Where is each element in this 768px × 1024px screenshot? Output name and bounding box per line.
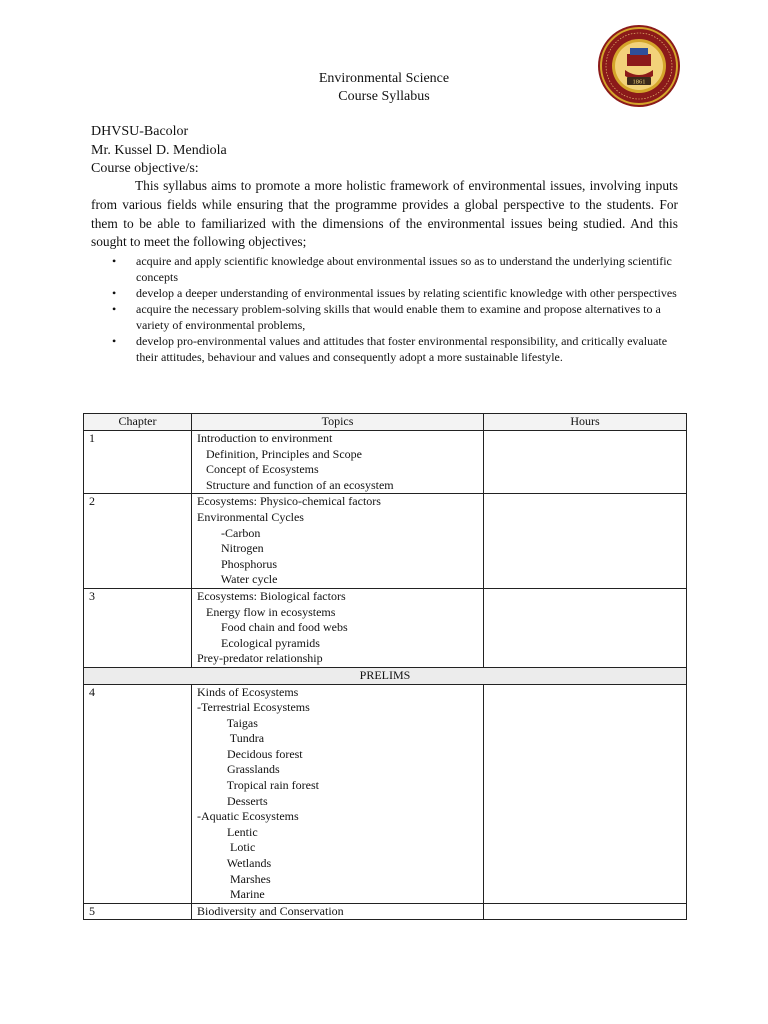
document-title (0, 70, 768, 106)
topic-line: Tundra (197, 731, 265, 746)
topics-cell (192, 588, 484, 667)
objective-item (112, 286, 678, 302)
topic-line: Decidous forest (197, 746, 303, 761)
hours-cell (484, 684, 687, 903)
topic-line: Biodiversity and Conservation (197, 903, 344, 918)
topic-line: -Aquatic Ecosystems (197, 809, 299, 824)
topic-line: Concept of Ecosystems (197, 462, 319, 477)
bullet-icon: • (112, 334, 117, 349)
objective-text: acquire the necessary problem-solving skills that would enable them to examine and propose alternatives to a variety of environmental problems, (136, 302, 661, 333)
topics-cell (192, 684, 484, 903)
title-line-1: Environmental Science (318, 71, 450, 86)
objective-text: develop a deeper understanding of environmental issues by relating scientific knowledge with other perspectives (136, 286, 677, 301)
hours-cell (484, 903, 687, 920)
bullet-icon: • (112, 302, 117, 317)
topic-line: Kinds of Ecosystems (197, 684, 299, 699)
topic-line: Ecosystems: Biological factors (197, 588, 346, 603)
table-header-row (84, 414, 687, 431)
hours-cell (484, 494, 687, 589)
topics-cell (192, 494, 484, 589)
objective-item (112, 334, 678, 366)
objective-text: develop pro-environmental values and attitudes that foster environmental responsibility, and critically evaluate their attitudes, behaviour and values and consequently adopt a more sustainable lifestyle. (136, 334, 668, 365)
table-row (84, 431, 687, 494)
table-row (84, 903, 687, 920)
bullet-icon: • (112, 286, 117, 301)
instructor-name: Mr. Kussel D. Mendiola (91, 142, 227, 158)
topic-line: Environmental Cycles (197, 509, 304, 524)
syllabus-table (83, 413, 687, 920)
topic-line: Tropical rain forest (197, 778, 319, 793)
chapter-cell: 4 (84, 684, 192, 903)
chapter-cell: 1 (84, 431, 192, 494)
intro-paragraph: This syllabus aims to promote a more holistic framework of environmental issues, involving inputs from various fields while ensuring that the programme provides a global perspective to the students. For them to be able to familiarized with the dimensions of the environmental issues being studied. And this sought to meet the following objectives; (91, 178, 678, 250)
topic-line: Introduction to environment (197, 431, 333, 445)
chapter-cell: 3 (84, 588, 192, 667)
topic-line: Water cycle (197, 572, 278, 587)
term-marker: PRELIMS (84, 667, 687, 684)
topic-line: Nitrogen (197, 541, 264, 556)
objective-item (112, 302, 678, 334)
header-chapter: Chapter (84, 414, 192, 431)
chapter-cell: 5 (84, 903, 192, 920)
header-topics: Topics (192, 414, 484, 431)
topic-line: Food chain and food webs (197, 620, 348, 635)
chapter-cell: 2 (84, 494, 192, 589)
topic-line: -Carbon (197, 525, 261, 540)
topic-line: Wetlands (197, 856, 272, 871)
topic-line: Energy flow in ecosystems (197, 604, 336, 619)
header-hours: Hours (484, 414, 687, 431)
topics-cell (192, 903, 484, 920)
seal-year: 1861 (632, 78, 646, 86)
topics-cell (192, 431, 484, 494)
hours-cell (484, 431, 687, 494)
table-row (84, 588, 687, 667)
objective-item (112, 254, 678, 286)
course-info (91, 123, 227, 179)
campus-name: DHVSU-Bacolor (91, 124, 189, 139)
objective-text: acquire and apply scientific knowledge about environmental issues so as to understand the underlying scientific concepts (136, 254, 672, 284)
topic-line: Desserts (197, 793, 268, 808)
topic-line: Definition, Principles and Scope (197, 446, 362, 461)
term-marker-row (84, 667, 687, 684)
topic-line: Taigas (197, 715, 258, 730)
objectives-list (112, 254, 678, 367)
hours-cell (484, 588, 687, 667)
topic-line: Lentic (197, 824, 258, 839)
topic-line: Structure and function of an ecosystem (197, 477, 394, 492)
topic-line: Phosphorus (197, 556, 278, 571)
topic-line: Marine (197, 887, 265, 902)
table-row (84, 494, 687, 589)
title-line-2: Course Syllabus (338, 89, 430, 104)
topic-line: Marshes (197, 871, 271, 886)
topic-line: -Terrestrial Ecosystems (197, 700, 310, 715)
table-row (84, 684, 687, 903)
topic-line: Lotic (197, 840, 256, 855)
topic-line: Ecological pyramids (197, 635, 320, 650)
topic-line: Ecosystems: Physico-chemical factors (197, 494, 381, 509)
bullet-icon: • (112, 254, 117, 268)
objective-label: Course objective/s: (91, 161, 199, 176)
topic-line: Grasslands (197, 762, 280, 777)
topic-line: Prey-predator relationship (197, 651, 323, 666)
